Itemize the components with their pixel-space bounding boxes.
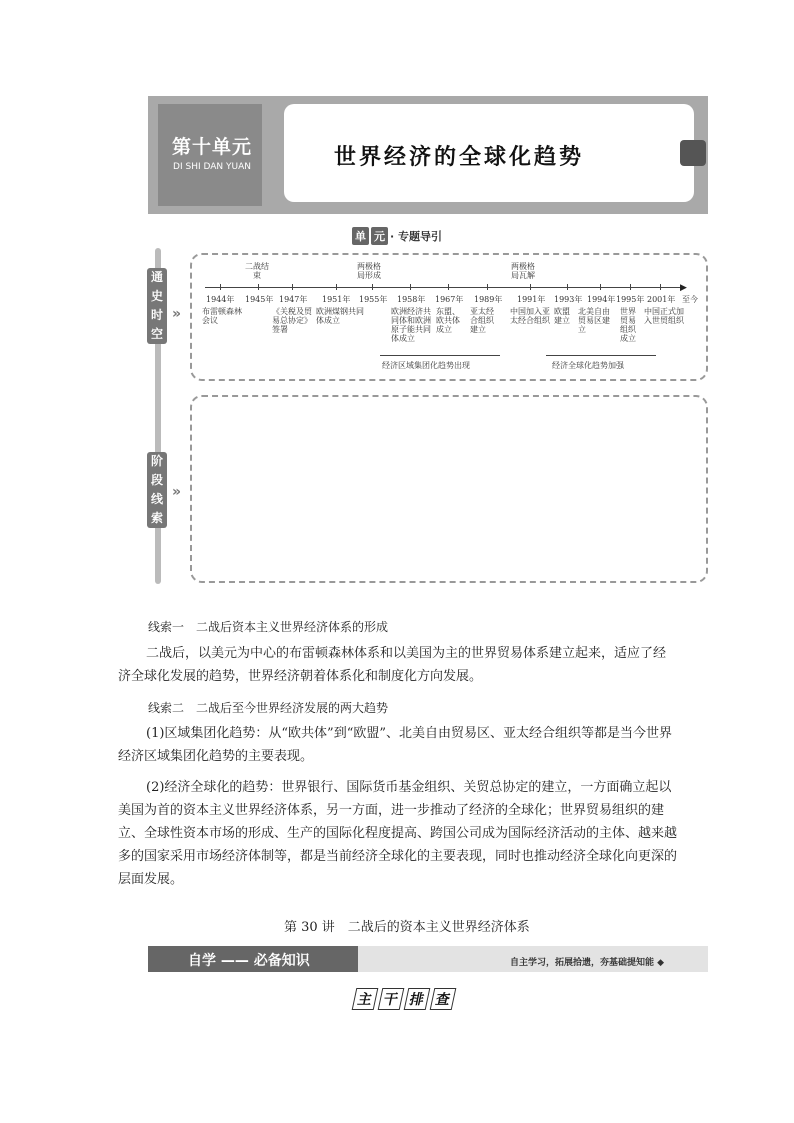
timeline-year: 至今 bbox=[682, 295, 698, 304]
timeline-year: 1951年 bbox=[322, 295, 351, 304]
section-guide bbox=[352, 227, 442, 245]
trend-paragraph-2: (2)经济全球化的趋势：世界银行、国际货币基金组织、关贸总协定的建立，一方面确立起以美国为首的资本主义世界经济体系，另一方面，进一步推动了经济的全球化；世界贸易组织的建立、全球性资本市场的形成、生产的国际化程度提高、跨国公司成为国际经济活动的主体、越来越多的国家采用市场经济体制等，都是当前经济全球化的主要表现，同时也推动经济全球化向更深的层面发展。 bbox=[118, 780, 678, 887]
timeline-axis bbox=[205, 287, 685, 288]
trend-arrow-line bbox=[380, 355, 500, 356]
timeline-tick bbox=[660, 284, 661, 290]
timeline-tick bbox=[530, 284, 531, 290]
timeline-tick bbox=[292, 284, 293, 290]
timeline-event: 北美自由贸易区建立 bbox=[578, 307, 610, 334]
guide-tag-2: 元 bbox=[371, 227, 388, 245]
timeline-year: 2001年 bbox=[647, 295, 676, 304]
timeline-year: 1995年 bbox=[616, 295, 645, 304]
timeline-tick bbox=[258, 284, 259, 290]
trend-arrow-line bbox=[546, 355, 656, 356]
side-label-clues: 阶 段 线 索 bbox=[147, 452, 167, 528]
timeline-event: 布雷顿森林会议 bbox=[202, 307, 242, 325]
timeline-year: 1947年 bbox=[279, 295, 308, 304]
timeline-tick bbox=[372, 284, 373, 290]
trend-label-regional: 经济区域集团化趋势出现 bbox=[382, 361, 470, 370]
main-check-heading: 主 干 排 查 bbox=[352, 988, 456, 1010]
unit-number: 第十单元 bbox=[171, 136, 252, 158]
timeline-tick bbox=[220, 284, 221, 290]
timeline-arrow-icon: ▶ bbox=[680, 283, 687, 293]
section-bar-note: 自主学习，拓展拾遗，夯基础提知能 ◆ bbox=[510, 958, 665, 968]
unit-pinyin: DI SHI DAN YUAN bbox=[173, 162, 251, 172]
timeline-year: 1944年 bbox=[206, 295, 235, 304]
chevron-right-icon: » bbox=[172, 484, 182, 500]
timeline-year: 1993年 bbox=[554, 295, 583, 304]
timeline-top-label: 两极格局瓦解 bbox=[511, 262, 535, 280]
timeline-year: 1958年 bbox=[397, 295, 426, 304]
guide-text: · 专题导引 bbox=[390, 230, 443, 243]
timeline-event: 欧盟建立 bbox=[554, 307, 570, 325]
timeline-top-label: 二战结束 bbox=[245, 262, 269, 280]
timeline-tick bbox=[448, 284, 449, 290]
side-label-timeline: 通 史 时 空 bbox=[147, 268, 167, 344]
timeline-tick bbox=[487, 284, 488, 290]
clue-box bbox=[190, 395, 708, 583]
trend-paragraph-1: (1)区域集团化趋势：从“欧共体”到“欧盟”、北美自由贸易区、亚太经合组织等都是当今世界经济区域集团化趋势的主要表现。 bbox=[118, 726, 672, 764]
timeline-event: 中国正式加入世贸组织 bbox=[644, 307, 684, 325]
book-icon bbox=[680, 140, 706, 166]
timeline-top-label: 两极格局形成 bbox=[357, 262, 381, 280]
clue1-body: 二战后，以美元为中心的布雷顿森林体系和以美国为主的世界贸易体系建立起来，适应了经济全球化发展的趋势，世界经济朝着体系化和制度化方向发展。 bbox=[118, 646, 667, 684]
timeline-tick bbox=[567, 284, 568, 290]
timeline-tick bbox=[600, 284, 601, 290]
timeline-event: 亚太经合组织建立 bbox=[470, 307, 494, 334]
section-bar-label: 自学 —— 必备知识 bbox=[188, 953, 310, 969]
timeline-year: 1945年 bbox=[245, 295, 274, 304]
timeline-year: 1991年 bbox=[517, 295, 546, 304]
timeline-event: 欧洲经济共同体和欧洲原子能共同体成立 bbox=[391, 307, 431, 343]
trend-label-global: 经济全球化趋势加强 bbox=[552, 361, 624, 370]
chevron-right-icon: » bbox=[172, 306, 182, 322]
clue1-heading: 线索一 二战后资本主义世界经济体系的形成 bbox=[148, 620, 389, 634]
lecture-title: 第 30 讲 二战后的资本主义世界经济体系 bbox=[284, 920, 530, 935]
timeline-tick bbox=[630, 284, 631, 290]
timeline-year: 1994年 bbox=[587, 295, 616, 304]
timeline-event: 东盟、欧共体成立 bbox=[436, 307, 460, 334]
clue2-heading: 线索二 二战后至今世界经济发展的两大趋势 bbox=[148, 701, 389, 715]
timeline-tick bbox=[410, 284, 411, 290]
timeline-year: 1989年 bbox=[474, 295, 503, 304]
timeline-year: 1967年 bbox=[435, 295, 464, 304]
timeline-event: 欧洲煤钢共同体成立 bbox=[316, 307, 364, 325]
timeline-event: 世界贸易组织成立 bbox=[620, 307, 636, 343]
timeline-year: 1955年 bbox=[359, 295, 388, 304]
timeline-event: 《关税及贸易总协定》签署 bbox=[272, 307, 312, 334]
page-title: 世界经济的全球化趋势 bbox=[333, 145, 584, 170]
timeline-tick bbox=[336, 284, 337, 290]
timeline-event: 中国加入亚太经合组织 bbox=[510, 307, 550, 325]
guide-tag-1: 单 bbox=[352, 227, 369, 245]
